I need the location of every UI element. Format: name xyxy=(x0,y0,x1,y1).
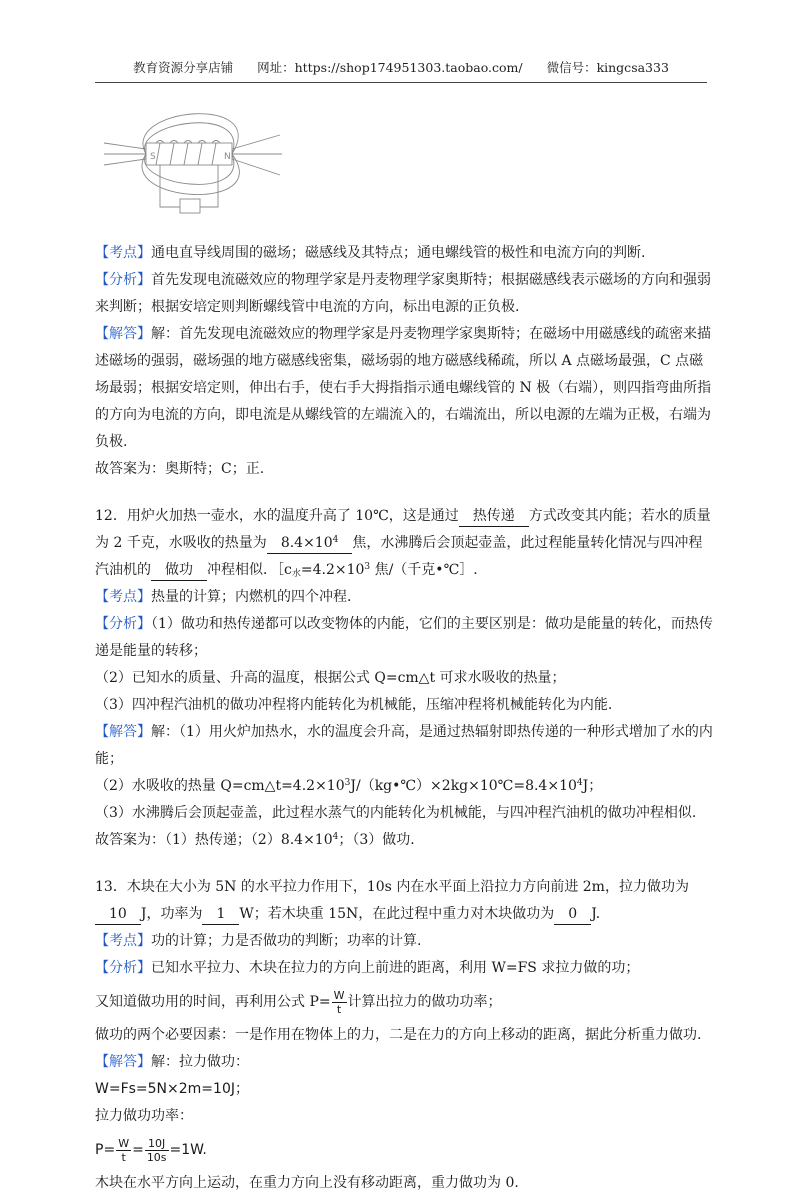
fenxi-text: 已知水平拉力、木块在拉力的方向上前进的距离，利用 W=FS 求拉力做的功； xyxy=(151,960,640,976)
q12-jieda2-a: （2）水吸收的热量 Q=cm△t=4.2×10 xyxy=(95,778,345,794)
equals-sign: = xyxy=(132,1142,144,1158)
q13-fenxi-1 xyxy=(95,955,715,982)
fenxi-tag: 【分析】 xyxy=(95,616,151,632)
kaodian-tag: 【考点】 xyxy=(95,933,151,949)
q12-kaodian xyxy=(95,584,715,611)
svg-text:N: N xyxy=(224,152,231,162)
q12-s4: 冲程相似．［c xyxy=(207,562,292,578)
q12-blank-2 xyxy=(267,534,353,554)
q13-jieda-4 xyxy=(95,1130,715,1170)
q12-jieda2-b: J/（kg•℃）×2kg×10℃=8.4×10 xyxy=(350,778,577,794)
q13-blank-2: 1 xyxy=(202,905,239,925)
q11-answer: 故答案为：奥斯特；C；正. xyxy=(95,461,265,477)
fenxi-tag: 【分析】 xyxy=(95,272,151,288)
power-formula-fraction xyxy=(332,989,347,1016)
q11-jieda xyxy=(95,321,715,456)
q12-fenxi-1 xyxy=(95,611,715,665)
q13-jieda-1 xyxy=(95,1049,715,1076)
q13-blank-3: 0 xyxy=(554,905,591,925)
q12-answer-a: 故答案为：（1）热传递；（2）8.4×10 xyxy=(95,832,333,848)
q12-blank-2-exp: 4 xyxy=(332,535,339,545)
kaodian-tag: 【考点】 xyxy=(95,589,151,605)
q11-fenxi xyxy=(95,267,715,321)
q12-jieda2-c: J； xyxy=(582,778,603,794)
q12-answer-b: ；（3）做功. xyxy=(338,832,415,848)
kaodian-text: 热量的计算；内燃机的四个冲程. xyxy=(151,589,352,605)
fenxi-text: （1）做功和热传递都可以改变物体的内能，它们的主要区别是：做功是能量的转化，而热传递是能量的转移； xyxy=(95,616,713,659)
q12-s5-exp: 3 xyxy=(364,562,371,572)
q12-blank-1: 热传递 xyxy=(459,507,529,527)
kaodian-text: 通电直导线周围的磁场；磁感线及其特点；通电螺线管的极性和电流方向的判断. xyxy=(151,245,646,261)
power-fraction-numeric xyxy=(145,1137,169,1164)
fenxi-text: 首先发现电流磁效应的物理学家是丹麦物理学家奥斯特；根据磁感线表示磁场的方向和强弱来判断；根据安培定则判断螺线管中电流的方向，标出电源的正负极. xyxy=(95,272,711,315)
kaodian-text: 功的计算；力是否做功的判断；功率的计算. xyxy=(151,933,422,949)
q13-jieda-3: 拉力做功功率： xyxy=(95,1108,193,1124)
q12-blank-2-value: 8.4×10 xyxy=(280,535,333,551)
jieda-text: 解：首先发现电流磁效应的物理学家是丹麦物理学家奥斯特；在磁场中用磁感线的疏密来描述磁场的强弱，磁场强的地方磁感线密集，磁场弱的地方磁感线稀疏，所以 A 点磁场最强，C 点磁场最弱；根据安培定则，伸出右手，使右手大拇指指示通电螺线管的 N 极（右端），则四指弯曲所指的方向为电流的方向，即电流是从螺线管的左端流入的，右端流出，所以电源的左端为正极，右端为负极. xyxy=(95,326,712,450)
q13-s3: W；若木块重 15N，在此过程中重力对木块做功为 xyxy=(239,906,555,922)
q12-stem xyxy=(95,503,715,584)
q13-jieda-2: W=Fs=5N×2m=10J； xyxy=(95,1081,249,1097)
q12-blank-3: 做功 xyxy=(151,561,207,581)
svg-text:S: S xyxy=(150,152,156,162)
q12-s2: 方式改变其内能；若水的质量为 2 千克，水吸收的热量为 xyxy=(95,508,711,551)
q12-s6: 焦/（千克•℃］. xyxy=(370,562,478,578)
solenoid-magnetic-field-diagram xyxy=(100,103,285,235)
q13-fenxi-2 xyxy=(95,982,715,1022)
kaodian-tag: 【考点】 xyxy=(95,245,151,261)
fraction-denominator: t xyxy=(121,1150,126,1164)
q13-jieda4-b: =1W. xyxy=(169,1142,207,1158)
jieda-tag: 【解答】 xyxy=(95,1054,151,1070)
q12-fenxi-2: （2）已知水的质量、升高的温度，根据公式 Q=cm△t 可求水吸收的热量； xyxy=(95,670,566,686)
q13-jieda4-a: P= xyxy=(95,1142,116,1158)
q12-s3: 焦，水沸腾后会顶起壶盖，此过程能量转化情况与四冲程汽油机的 xyxy=(95,535,703,578)
content xyxy=(95,240,715,1197)
q12-jieda2-exp2: 4 xyxy=(576,778,583,788)
q13-fenxi-3: 做功的两个必要因素：一是作用在物体上的力，二是在力的方向上移动的距离，据此分析重力做功. xyxy=(95,1027,702,1043)
q12-jieda-3: （3）水沸腾后会顶起壶盖，此过程水蒸气的内能转化为机械能，与四冲程汽油机的做功冲程相似. xyxy=(95,805,697,821)
shop-name: 教育资源分享店铺 xyxy=(133,60,234,75)
jieda-text: 解：拉力做功： xyxy=(151,1054,249,1070)
q13-jieda-5: 木块在水平方向上运动，在重力方向上没有移动距离，重力做功为 0. xyxy=(95,1175,519,1191)
q13-blank-1: 10 xyxy=(95,905,141,925)
q13-fenxi2-b: 计算出拉力的做功功率； xyxy=(347,994,502,1010)
shop-url: 网址：https://shop174951303.taobao.com/ xyxy=(257,60,523,75)
q12-jieda-1 xyxy=(95,719,715,773)
fraction-numerator: W xyxy=(118,1136,130,1150)
fraction-denominator: t xyxy=(336,1002,342,1016)
q12-sub: 水 xyxy=(291,569,301,579)
q12-answer-exp: 4 xyxy=(332,832,339,842)
page-header xyxy=(95,58,707,83)
q12-s1: 12．用炉火加热一壶水，水的温度升高了 10℃，这是通过 xyxy=(95,508,459,524)
q12-s5: =4.2×10 xyxy=(300,562,365,578)
q13-fenxi2-a: 又知道做功用的时间，再利用公式 P= xyxy=(95,994,331,1010)
q12-jieda2-exp1: 3 xyxy=(344,778,351,788)
q13-s1: 13．木块在大小为 5N 的水平拉力作用下，10s 内在水平面上沿拉力方向前进 2m，拉力做功为 xyxy=(95,879,689,895)
fraction-denominator: 10s xyxy=(146,1150,167,1164)
jieda-tag: 【解答】 xyxy=(95,326,151,342)
q11-kaodian xyxy=(95,240,715,267)
q13-kaodian xyxy=(95,928,715,955)
q12-fenxi-3: （3）四冲程汽油机的做功冲程将内能转化为机械能，压缩冲程将机械能转化为内能. xyxy=(95,697,613,713)
fenxi-tag: 【分析】 xyxy=(95,960,151,976)
q12-jieda-2 xyxy=(95,773,715,800)
power-fraction-symbolic xyxy=(116,1137,131,1164)
wechat-id: 微信号：kingcsa333 xyxy=(546,60,669,75)
q13-s4: J. xyxy=(591,906,601,922)
jieda-tag: 【解答】 xyxy=(95,724,151,740)
fraction-numerator: W xyxy=(333,988,345,1002)
jieda-text: 解：（1）用火炉加热水，水的温度会升高，是通过热辐射即热传递的一种形式增加了水的内能； xyxy=(95,724,713,767)
fraction-numerator: 10J xyxy=(145,1137,169,1151)
q12-answer xyxy=(95,827,715,854)
q13-s2: J，功率为 xyxy=(140,906,203,922)
q13-stem xyxy=(95,874,715,928)
